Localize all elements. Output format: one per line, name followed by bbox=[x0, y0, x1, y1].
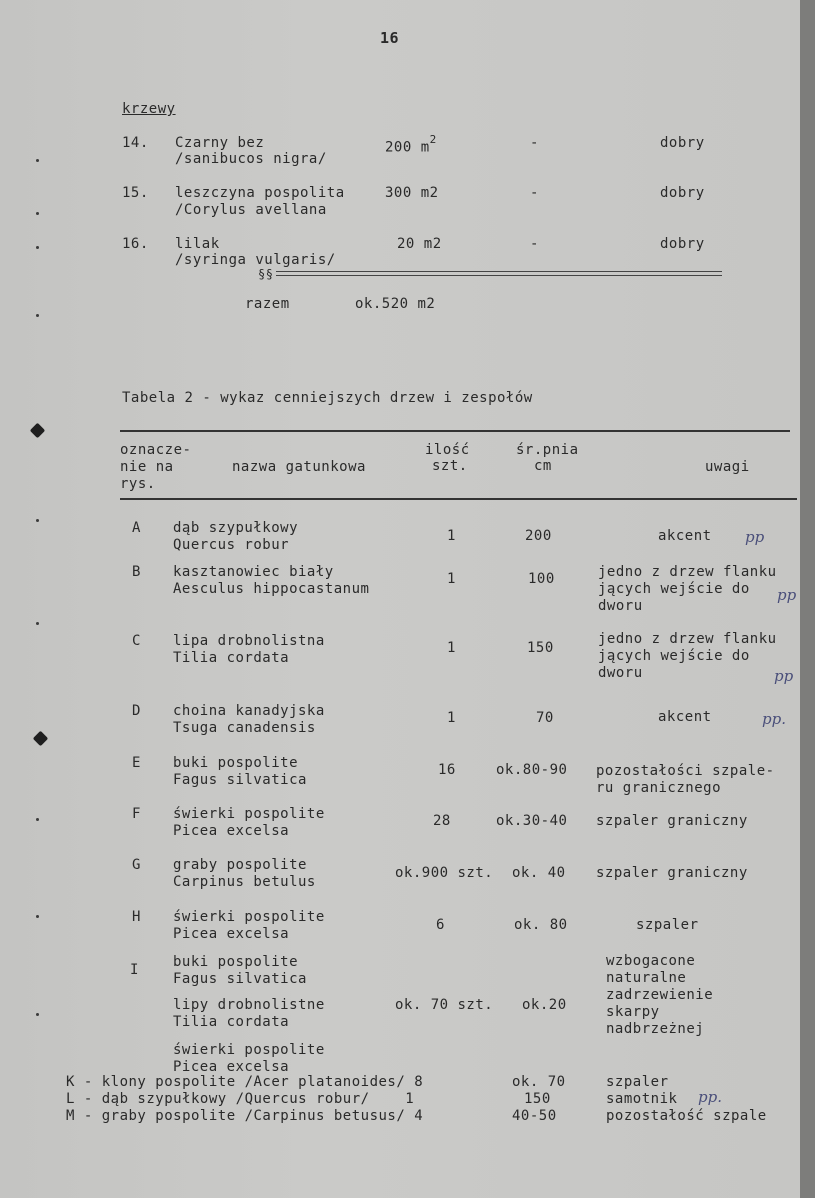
margin-dot bbox=[36, 314, 39, 317]
row-note: dworu bbox=[598, 598, 643, 614]
shrub-number: 16. bbox=[122, 236, 149, 252]
header-mark: rys. bbox=[120, 476, 156, 492]
row-note: jących wejście do bbox=[598, 581, 750, 597]
row-diameter: 150 bbox=[527, 640, 554, 656]
header-species: nazwa gatunkowa bbox=[232, 459, 366, 475]
header-notes: uwagi bbox=[705, 459, 750, 475]
table-title: Tabela 2 - wykaz cenniejszych drzew i zespołów bbox=[122, 390, 533, 406]
row-name: graby pospolite bbox=[173, 857, 307, 873]
shrub-dash: - bbox=[530, 236, 539, 252]
row-note: wzbogacone bbox=[606, 953, 696, 969]
row-note: jących wejście do bbox=[598, 648, 750, 664]
margin-dot bbox=[36, 818, 39, 821]
footer-row-text: L - dąb szypułkowy /Quercus robur/ 1 bbox=[66, 1091, 415, 1107]
handwritten-initials: pp bbox=[774, 667, 794, 685]
row-mark: F bbox=[132, 806, 141, 822]
row-latin: Carpinus betulus bbox=[173, 874, 316, 890]
row-latin: Tsuga canadensis bbox=[173, 720, 316, 736]
row-count: 1 bbox=[447, 710, 456, 726]
row-name: lipa drobnolistna bbox=[173, 633, 325, 649]
row-latin: Fagus silvatica bbox=[173, 772, 307, 788]
row-note: akcent bbox=[658, 528, 712, 544]
header-mark: nie na bbox=[120, 459, 174, 475]
row-note: szpaler graniczny bbox=[596, 865, 748, 881]
row-latin: Aesculus hippocastanum bbox=[173, 581, 370, 597]
row-name: dąb szypułkowy bbox=[173, 520, 299, 536]
row-diameter: 200 bbox=[525, 528, 552, 544]
shrub-latin: /sanibucos nigra/ bbox=[175, 151, 327, 167]
shrub-latin: /syringa vulgaris/ bbox=[175, 252, 336, 268]
row-name: buki pospolite bbox=[173, 755, 299, 771]
row-count: ok. 70 szt. bbox=[395, 997, 494, 1013]
handwritten-initials: pp bbox=[745, 528, 765, 546]
row-count: 1 bbox=[447, 640, 456, 656]
margin-dot bbox=[36, 519, 39, 522]
row-latin: Picea excelsa bbox=[173, 1059, 290, 1075]
shrub-name: lilak bbox=[175, 236, 220, 252]
row-mark: G bbox=[132, 857, 141, 873]
margin-dot bbox=[36, 915, 39, 918]
margin-dot bbox=[36, 622, 39, 625]
shrub-note: dobry bbox=[660, 185, 705, 201]
shrub-name: leszczyna pospolita bbox=[175, 185, 345, 201]
row-count: 16 bbox=[438, 762, 456, 778]
shrub-area-value: 200 m bbox=[385, 139, 430, 156]
shrub-name: Czarny bez bbox=[175, 135, 265, 151]
handwritten-initials: pp. bbox=[698, 1088, 722, 1106]
footer-row-note: samotnik bbox=[606, 1091, 678, 1107]
total-value: ok.520 m2 bbox=[355, 296, 436, 312]
header-mark: oznacze- bbox=[120, 442, 192, 458]
row-latin: Picea excelsa bbox=[173, 926, 290, 942]
row-note: naturalne bbox=[606, 970, 687, 986]
double-rule bbox=[276, 271, 722, 276]
row-note: jedno z drzew flanku bbox=[598, 631, 777, 647]
row-note: akcent bbox=[658, 709, 712, 725]
row-count: 1 bbox=[447, 528, 456, 544]
row-note: szpaler graniczny bbox=[596, 813, 748, 829]
row-mark: A bbox=[132, 520, 141, 536]
header-diameter: śr.pnia bbox=[516, 442, 579, 458]
footer-row-diameter: 40-50 bbox=[512, 1108, 557, 1124]
table-header-rule bbox=[120, 498, 797, 500]
row-name: lipy drobnolistne bbox=[173, 997, 325, 1013]
row-note: jedno z drzew flanku bbox=[598, 564, 777, 580]
header-diameter: cm bbox=[534, 458, 552, 474]
shrub-dash: - bbox=[530, 185, 539, 201]
scan-edge bbox=[800, 0, 815, 1198]
row-note: zadrzewienie bbox=[606, 987, 714, 1003]
row-mark: C bbox=[132, 633, 141, 649]
row-note: pozostałości szpale- bbox=[596, 763, 775, 779]
shrub-latin: /Corylus avellana bbox=[175, 202, 327, 218]
total-label: razem bbox=[245, 296, 290, 312]
shrub-dash: - bbox=[530, 135, 539, 151]
row-mark: I bbox=[130, 962, 139, 978]
row-latin: Quercus robur bbox=[173, 537, 290, 553]
row-diameter: 100 bbox=[528, 571, 555, 587]
shrub-area: 20 m2 bbox=[397, 236, 442, 252]
row-name: buki pospolite bbox=[173, 954, 299, 970]
margin-dot bbox=[36, 246, 39, 249]
margin-dot bbox=[36, 159, 39, 162]
row-name: kasztanowiec biały bbox=[173, 564, 334, 580]
row-diameter: ok. 40 bbox=[512, 865, 566, 881]
footer-row-text: K - klony pospolite /Acer platanoides/ 8 bbox=[66, 1074, 424, 1090]
handwritten-initials: pp bbox=[777, 586, 797, 604]
footer-row-note: szpaler bbox=[606, 1074, 669, 1090]
page-number: 16 bbox=[380, 29, 400, 47]
row-name: świerki pospolite bbox=[173, 806, 325, 822]
shrub-area: 300 m2 bbox=[385, 185, 439, 201]
margin-dot bbox=[36, 1013, 39, 1016]
row-latin: Tilia cordata bbox=[173, 650, 290, 666]
row-mark: B bbox=[132, 564, 141, 580]
shrub-note: dobry bbox=[660, 236, 705, 252]
row-count: 6 bbox=[436, 917, 445, 933]
handwritten-initials: pp. bbox=[762, 710, 786, 728]
row-note: skarpy bbox=[606, 1004, 660, 1020]
footer-row-diameter: ok. 70 bbox=[512, 1074, 566, 1090]
row-note: dworu bbox=[598, 665, 643, 681]
row-latin: Tilia cordata bbox=[173, 1014, 290, 1030]
row-note: szpaler bbox=[636, 917, 699, 933]
shrub-area-superscript: 2 bbox=[429, 133, 437, 146]
shrub-number: 15. bbox=[122, 185, 149, 201]
row-diameter: ok.20 bbox=[522, 997, 567, 1013]
row-name: świerki pospolite bbox=[173, 909, 325, 925]
row-name: świerki pospolite bbox=[173, 1042, 325, 1058]
separator-mark: §§ bbox=[258, 267, 274, 281]
row-diameter: ok.30-40 bbox=[496, 813, 568, 829]
row-diameter: 70 bbox=[536, 710, 554, 726]
table-top-rule bbox=[120, 430, 790, 432]
row-latin: Picea excelsa bbox=[173, 823, 290, 839]
section-heading: krzewy bbox=[122, 101, 176, 117]
header-count: szt. bbox=[432, 458, 468, 474]
row-count: 1 bbox=[447, 571, 456, 587]
row-note: ru granicznego bbox=[596, 780, 722, 796]
shrub-note: dobry bbox=[660, 135, 705, 151]
footer-row-text: M - graby pospolite /Carpinus betusus/ 4 bbox=[66, 1108, 424, 1124]
shrub-area bbox=[385, 135, 437, 156]
row-diameter: ok.80-90 bbox=[496, 762, 568, 778]
row-mark: D bbox=[132, 703, 141, 719]
margin-dot bbox=[36, 212, 39, 215]
row-mark: H bbox=[132, 909, 141, 925]
row-note: nadbrzeżnej bbox=[606, 1021, 705, 1037]
footer-row-diameter: 150 bbox=[524, 1091, 551, 1107]
row-latin: Fagus silvatica bbox=[173, 971, 307, 987]
row-count: 28 bbox=[433, 813, 451, 829]
row-diameter: ok. 80 bbox=[514, 917, 568, 933]
row-count: ok.900 szt. bbox=[395, 865, 494, 881]
shrub-number: 14. bbox=[122, 135, 149, 151]
footer-row-note: pozostałość szpale bbox=[606, 1108, 767, 1124]
header-count: ilość bbox=[425, 442, 470, 458]
row-mark: E bbox=[132, 755, 141, 771]
row-name: choina kanadyjska bbox=[173, 703, 325, 719]
